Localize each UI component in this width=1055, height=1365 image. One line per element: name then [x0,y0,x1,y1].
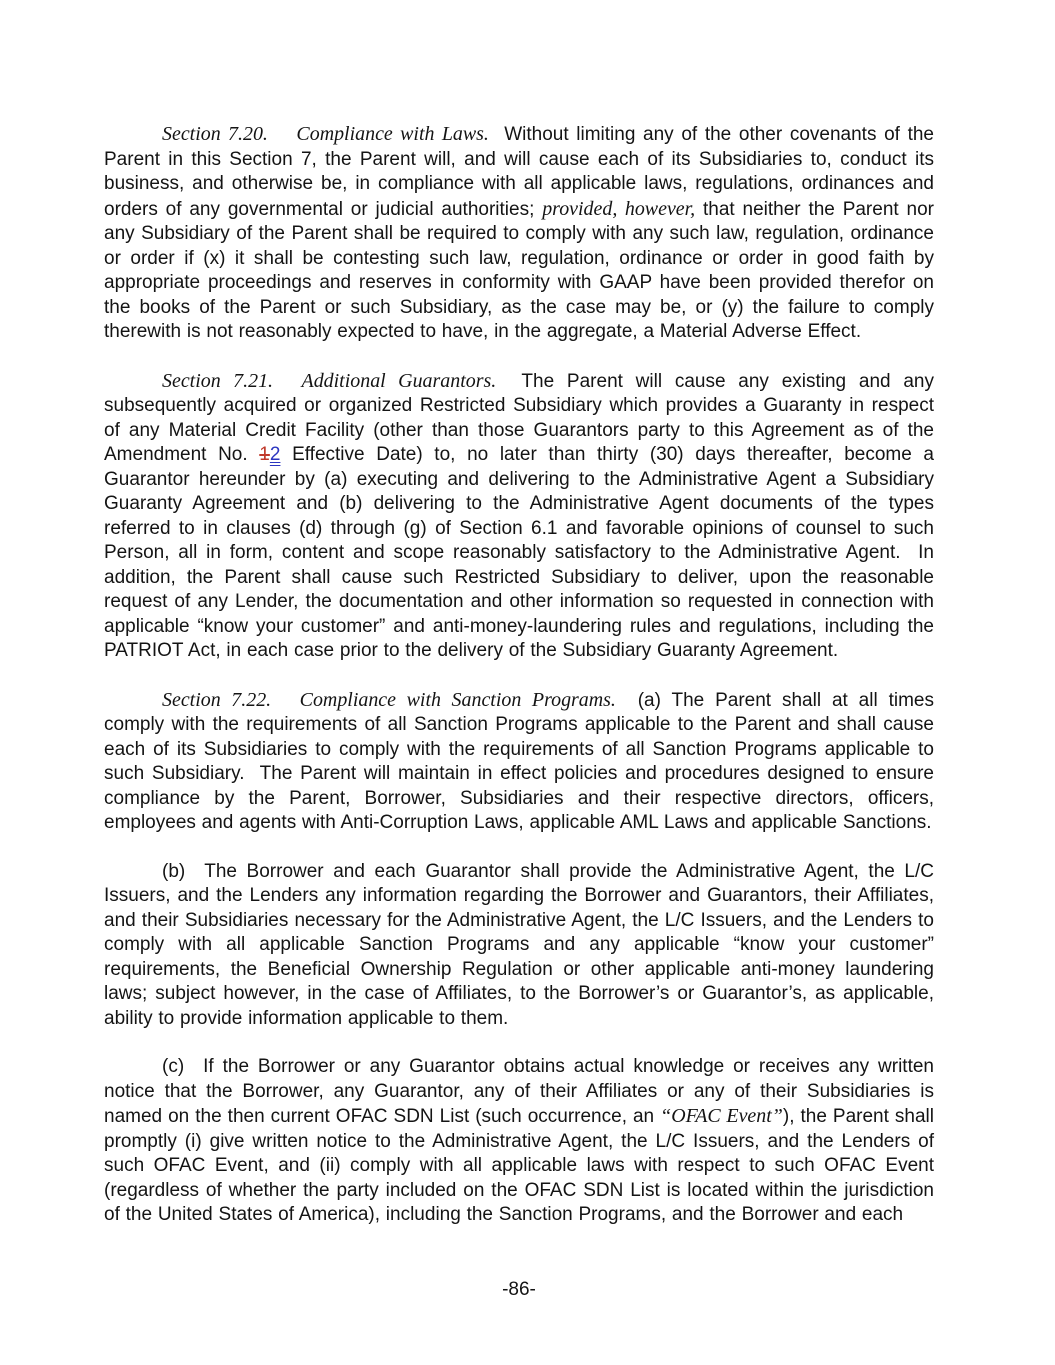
paragraph-section-7-22c [104,1055,934,1228]
text-segment-italic: Additional Guarantors. [301,369,497,392]
text-segment-italic: Compliance with Sanction Programs. [299,688,616,711]
text-segment-plain: (b) The Borrower and each Guarantor shall provide the Administrative Agent, the L/C Issuers, and the Lenders any information regarding the Borrower and Guarantors, their Affiliates, and their Subsidiaries necessary for the Administrative Agent, the L/C Issuers, and the Lenders to comply with all applicable Sanction Programs and any applicable “know your customer” requirements, the Beneficial Ownership Regulation or other applicable anti-money laundering laws; subject however, in the case of Affiliates, to the Borrower’s or Guarantor’s, as applicable, ability to provide information applicable to them. [104,860,934,1029]
text-segment-italic: Section 7.22. [162,688,272,711]
text-segment-plain: that neither the Parent nor any Subsidiary of the Parent shall be required to comply with any such law, regulation, ordinance or order if (x) it shall be contesting such law, regulation, ordinance or order in good faith by appropriate proceedings and reserves in conformity with GAAP have been provided therefor on the books of the Parent or such Subsidiary, as the case may be, or (y) the failure to comply therewith is not reasonably expected to have, in the aggregate, a Material Adverse Effect. [104,198,934,342]
text-segment-italic: provided, however, [542,197,696,220]
page-number: -86- [502,1279,536,1300]
text-segment-plain: Effective Date) to, no later than thirty (30) days thereafter, become a Guarantor hereunder by (a) executing and delivering to the Administrative Agent a Subsidiary Guaranty Agreement and (b) delivering to the Administrative Agent documents of the types referred to in clauses (d) through (g) of Section 6.1 and favorable opinions of counsel to such Person, all in form, content and scope reasonably satisfactory to the Administrative Agent. In addition, the Parent shall cause such Restricted Subsidiary to deliver, upon the reasonable request of any Lender, the documentation and other information so requested in connection with applicable “know your customer” and anti-money-laundering rules and regulations, including the PATRIOT Act, in each case prior to the delivery of the Subsidiary Guaranty Agreement. [104,444,934,661]
text-segment-plain: (a) The Parent shall at all times comply with the requirements of all Sanction Programs applicable to the Parent and shall cause each of its Subsidiaries to comply with the requirements of all Sanction Programs applicable to such Subsidiary. The Parent will maintain in effect policies and procedures designed to ensure compliance by the Parent, Borrower, Subsidiaries and their respective directors, officers, employees and agents with Anti-Corruption Laws, applicable AML Laws and applicable Sanctions. [104,689,934,833]
paragraph-section-7-22a-compliance-with-sanction-programs [104,688,934,836]
text-segment-plain [271,690,300,711]
paragraph-section-7-20-compliance-with-laws [104,122,934,345]
text-segment-plain: The Parent will cause any existing and any subsequently acquired or organized Restricted Subsidiary which provides a Guaranty in respect of any Material Credit Facility (other than those Guarantors party to this Agreement as of the Amendment No. [104,370,934,465]
paragraph-section-7-21-additional-guarantors [104,369,934,664]
document-body [104,122,934,1252]
text-segment-plain [268,124,297,145]
text-segment-deleted: 1 [259,444,270,465]
paragraph-section-7-22b [104,860,934,1032]
text-segment-plain: ), the Parent shall promptly (i) give written notice to the Administrative Agent, the L/C Issuers, and the Lenders of such OFAC Event, and (ii) comply with all applicable laws with respect to such OFAC Event (regardless of whether the party included on the OFAC SDN List is located within the jurisdiction of the United States of America), including the Sanction Programs, and the Borrower and each [104,1106,934,1225]
text-segment-italic: Section 7.21. [162,369,274,392]
text-segment-italic: Section 7.20. [162,123,268,145]
text-segment-plain: Without limiting any of the other covenants of the Parent in this Section 7, the Parent will, and will cause each of its Subsidiaries to, conduct its business, and otherwise be, in compliance with all applicable laws, regulations, ordinances and orders of any governmental or judicial authorities; [104,124,934,220]
text-segment-plain: (c) If the Borrower or any Guarantor obtains actual knowledge or receives any written notice that the Borrower, any Guarantor, any of their Affiliates or any of their Subsidiaries is named on the then current OFAC SDN List (such occurrence, an [104,1056,934,1127]
text-segment-italic: “OFAC Event” [660,1105,783,1127]
text-segment-italic: Compliance with Laws. [296,123,489,145]
text-segment-plain [273,371,302,392]
text-segment-inserted: 2 [269,444,281,465]
